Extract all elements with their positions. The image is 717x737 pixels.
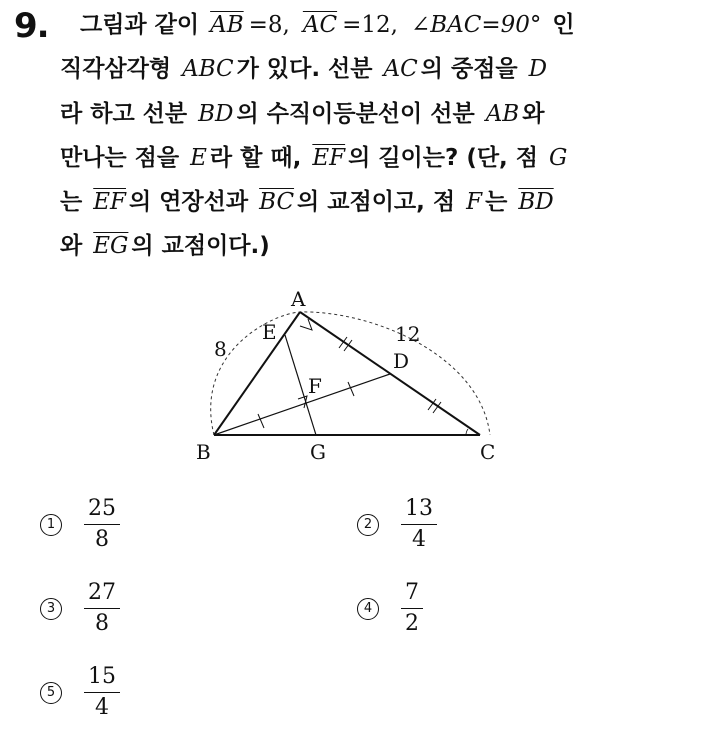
choice-4[interactable] bbox=[357, 580, 423, 637]
label-c: C bbox=[480, 440, 496, 464]
label-g: G bbox=[310, 440, 326, 464]
right-angle-mark-f bbox=[298, 396, 307, 408]
triangle-figure bbox=[190, 284, 510, 470]
choice-1-fraction: $\frac{25}{8}$ bbox=[84, 496, 120, 553]
choice-1-mark: 1 bbox=[40, 514, 62, 536]
question-line-4: 만나는 점을 E 라 할 때, $\overline{EF}$ 의 길이는? (단, 점 G bbox=[60, 145, 568, 171]
tick-fd bbox=[348, 382, 354, 396]
choice-2-mark: 2 bbox=[357, 514, 379, 536]
choice-5-mark: 5 bbox=[40, 682, 62, 704]
question-line-3: 라 하고 선분 BD 의 수직이등분선이 선분 AB 와 bbox=[60, 101, 545, 127]
choice-2[interactable] bbox=[357, 496, 437, 553]
choice-3-fraction: $\frac{27}{8}$ bbox=[84, 580, 120, 637]
choice-4-fraction: $\frac{7}{2}$ bbox=[401, 580, 423, 637]
angle-bac: ∠BAC=90° bbox=[410, 12, 542, 38]
right-angle-mark-a bbox=[300, 319, 312, 330]
label-f: F bbox=[308, 374, 322, 398]
segment-bd bbox=[214, 374, 390, 435]
label-e: E bbox=[262, 320, 277, 344]
side-ab bbox=[214, 312, 300, 435]
choice-3[interactable] bbox=[40, 580, 120, 637]
label-length-ab: 8 bbox=[214, 337, 227, 361]
question-line-5: 는 $\overline{EF}$ 의 연장선과 $\overline{BC}$ 의 교점이고, 점 F 는 $\overline{BD}$ bbox=[60, 189, 554, 215]
question-line-1: 그림과 같이 $\overline{AB} =8$, $\overline{AC} =12$, ∠BAC=90° 인 bbox=[80, 12, 575, 38]
choice-4-mark: 4 bbox=[357, 598, 379, 620]
choice-3-mark: 3 bbox=[40, 598, 62, 620]
choice-5-fraction: $\frac{15}{4}$ bbox=[84, 664, 120, 721]
side-ac bbox=[300, 312, 480, 435]
segment-ab: $\overline{AB}$ bbox=[210, 12, 244, 38]
choice-5[interactable] bbox=[40, 664, 120, 721]
tick-ad-2 bbox=[344, 340, 352, 351]
choice-1[interactable] bbox=[40, 496, 120, 553]
choice-2-fraction: $\frac{13}{4}$ bbox=[401, 496, 437, 553]
question-line-6: 와 $\overline{EG}$ 의 교점이다.) bbox=[60, 233, 270, 259]
question-line-2: 직각삼각형 ABC 가 있다. 선분 AC 의 중점을 D bbox=[60, 56, 548, 82]
label-a: A bbox=[291, 287, 306, 311]
label-b: B bbox=[196, 440, 211, 464]
label-d: D bbox=[393, 349, 410, 373]
dashed-arc bbox=[211, 312, 490, 435]
label-length-ac: 12 bbox=[395, 322, 421, 346]
tick-bf bbox=[258, 414, 264, 428]
question-number: 9. bbox=[14, 6, 49, 46]
segment-ac: $\overline{AC}$ bbox=[302, 12, 338, 38]
